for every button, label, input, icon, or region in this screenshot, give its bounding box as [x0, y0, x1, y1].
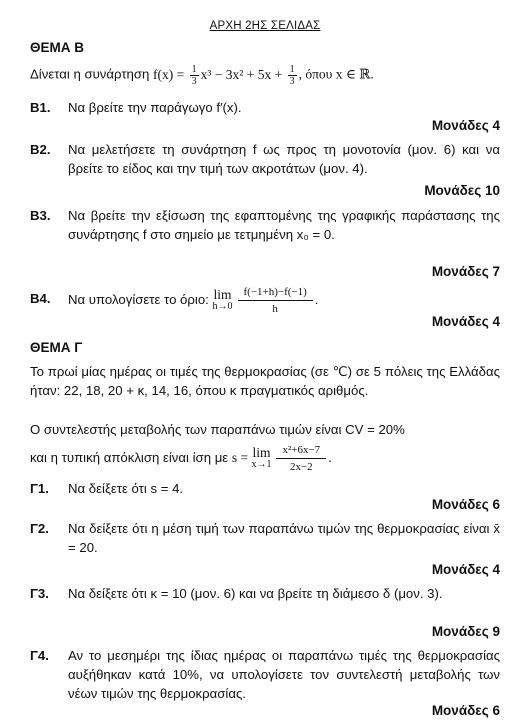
limit-numerator: f(−1+h)−f(−1) [238, 285, 313, 301]
fraction-den: 3 [191, 76, 197, 87]
function-domain: , όπου x ∈ ℝ. [298, 66, 374, 82]
limit-denominator: h [272, 303, 278, 315]
question-label: Β4. [30, 291, 51, 306]
section-title-b: ΘΕΜΑ Β [30, 40, 84, 55]
formula-start: f(x) = [153, 66, 188, 82]
question-text: Να υπολογίσετε το όριο: [68, 291, 209, 307]
fraction-num: 1 [289, 64, 295, 75]
function-formula [153, 64, 299, 87]
question-label: Β1. [30, 100, 51, 115]
fraction-one-third-a [190, 64, 199, 87]
limit-operator [251, 444, 272, 471]
function-definition [30, 64, 500, 87]
page-header: ΑΡΧΗ 2ΗΣ ΣΕΛΙΔΑΣ [209, 20, 321, 32]
fraction-den: 3 [289, 76, 295, 87]
marks-g4: Μονάδες 6 [431, 703, 500, 718]
question-g2 [30, 519, 500, 557]
limit-subscript: x→1 [251, 458, 272, 470]
marks-b4: Μονάδες 4 [431, 314, 500, 329]
question-text: Να βρείτε την εξίσωση της εφαπτομένης της γραφικής παράστασης της συνάρτησης f στο σημείο με τετμημένη x₀ = 0. [68, 208, 500, 242]
question-g3 [30, 584, 500, 603]
formula-mid: x³ − 3x² + 5x + [200, 66, 286, 82]
question-text: Να δείξετε ότι η μέση τιμή των παραπάνω τιμών της θερμοκρασίας είναι x̄ = 20. [68, 521, 500, 555]
question-label: Β2. [30, 142, 51, 157]
temperatures-intro [30, 362, 500, 400]
limit-numerator: x²+6x−7 [276, 443, 326, 459]
question-label: Γ3. [30, 586, 49, 601]
marks-g1: Μονάδες 6 [431, 497, 500, 512]
question-text: Να βρείτε την παράγωγο f′(x). [68, 100, 242, 115]
question-b2 [30, 140, 500, 178]
question-text: Να δείξετε ότι κ = 10 (μον. 6) και να βρείτε τη διάμεσο δ (μον. 3). [68, 586, 443, 601]
marks-g2: Μονάδες 4 [431, 562, 500, 577]
question-text: Να μελετήσετε τη συνάρτηση f ως προς τη μονοτονία (μον. 6) και να βρείτε το είδος και την τιμή των ακροτάτων (μον. 4). [68, 142, 500, 176]
std-symbol: s = [231, 449, 252, 465]
question-g4 [30, 646, 500, 703]
limit-fraction [238, 285, 313, 316]
std-statement: και η τυπική απόκλιση είναι ίση με s = lim x→1 $\frac{\text{x²+6x−7}}{2x-2}$ . [30, 444, 332, 473]
fraction-num: 1 [191, 64, 197, 75]
question-text: Αν το μεσημέρι της ίδιας ημέρας οι παραπάνω τιμές της θερμοκρασίας αυξήθηκαν κατά 10%, να υπολογίσετε τον συντελεστή μεταβολής των νέων τιμών της θερμοκρασίας. [68, 648, 500, 701]
intro-text: Το πρωί μίας ημέρας οι τιμές της θερμοκρασίας (σε ℃) σε 5 πόλεις της Ελλάδας ήταν: 22, 18, 20 + κ, 14, 16, όπου κ πραγματικός αριθμός. [30, 364, 500, 398]
question-b4 [30, 285, 500, 316]
limit-operator [212, 286, 233, 313]
question-b3 [30, 206, 500, 244]
fraction-one-third-b [288, 64, 297, 87]
cv-statement: Ο συντελεστής μεταβολής των παραπάνω τιμών είναι CV = 20% [30, 422, 405, 437]
limit-symbol: lim [252, 444, 271, 460]
function-intro-text: Δίνεται η συνάρτηση [30, 66, 150, 82]
question-b1 [30, 98, 500, 117]
limit-fraction [276, 443, 326, 474]
question-text-line: Να υπολογίσετε το όριο: lim h→0 $\frac{f(-1+h)-f(-1)}{h}$ . [68, 286, 319, 315]
section-title-g: ΘΕΜΑ Γ [30, 340, 83, 355]
marks-g3: Μονάδες 9 [431, 624, 500, 639]
question-label: Γ1. [30, 481, 49, 496]
question-g1 [30, 479, 500, 498]
limit-subscript: h→0 [212, 300, 233, 312]
limit-denominator: 2x−2 [289, 461, 313, 473]
question-text: Να δείξετε ότι s = 4. [68, 481, 184, 496]
question-label: Γ2. [30, 521, 49, 536]
question-label: Β3. [30, 208, 51, 223]
marks-b3: Μονάδες 7 [431, 264, 500, 279]
question-label: Γ4. [30, 648, 49, 663]
limit-symbol: lim [213, 286, 232, 302]
marks-b1: Μονάδες 4 [431, 118, 500, 133]
marks-b2: Μονάδες 10 [424, 183, 500, 198]
std-text: και η τυπική απόκλιση είναι ίση με [30, 449, 229, 465]
